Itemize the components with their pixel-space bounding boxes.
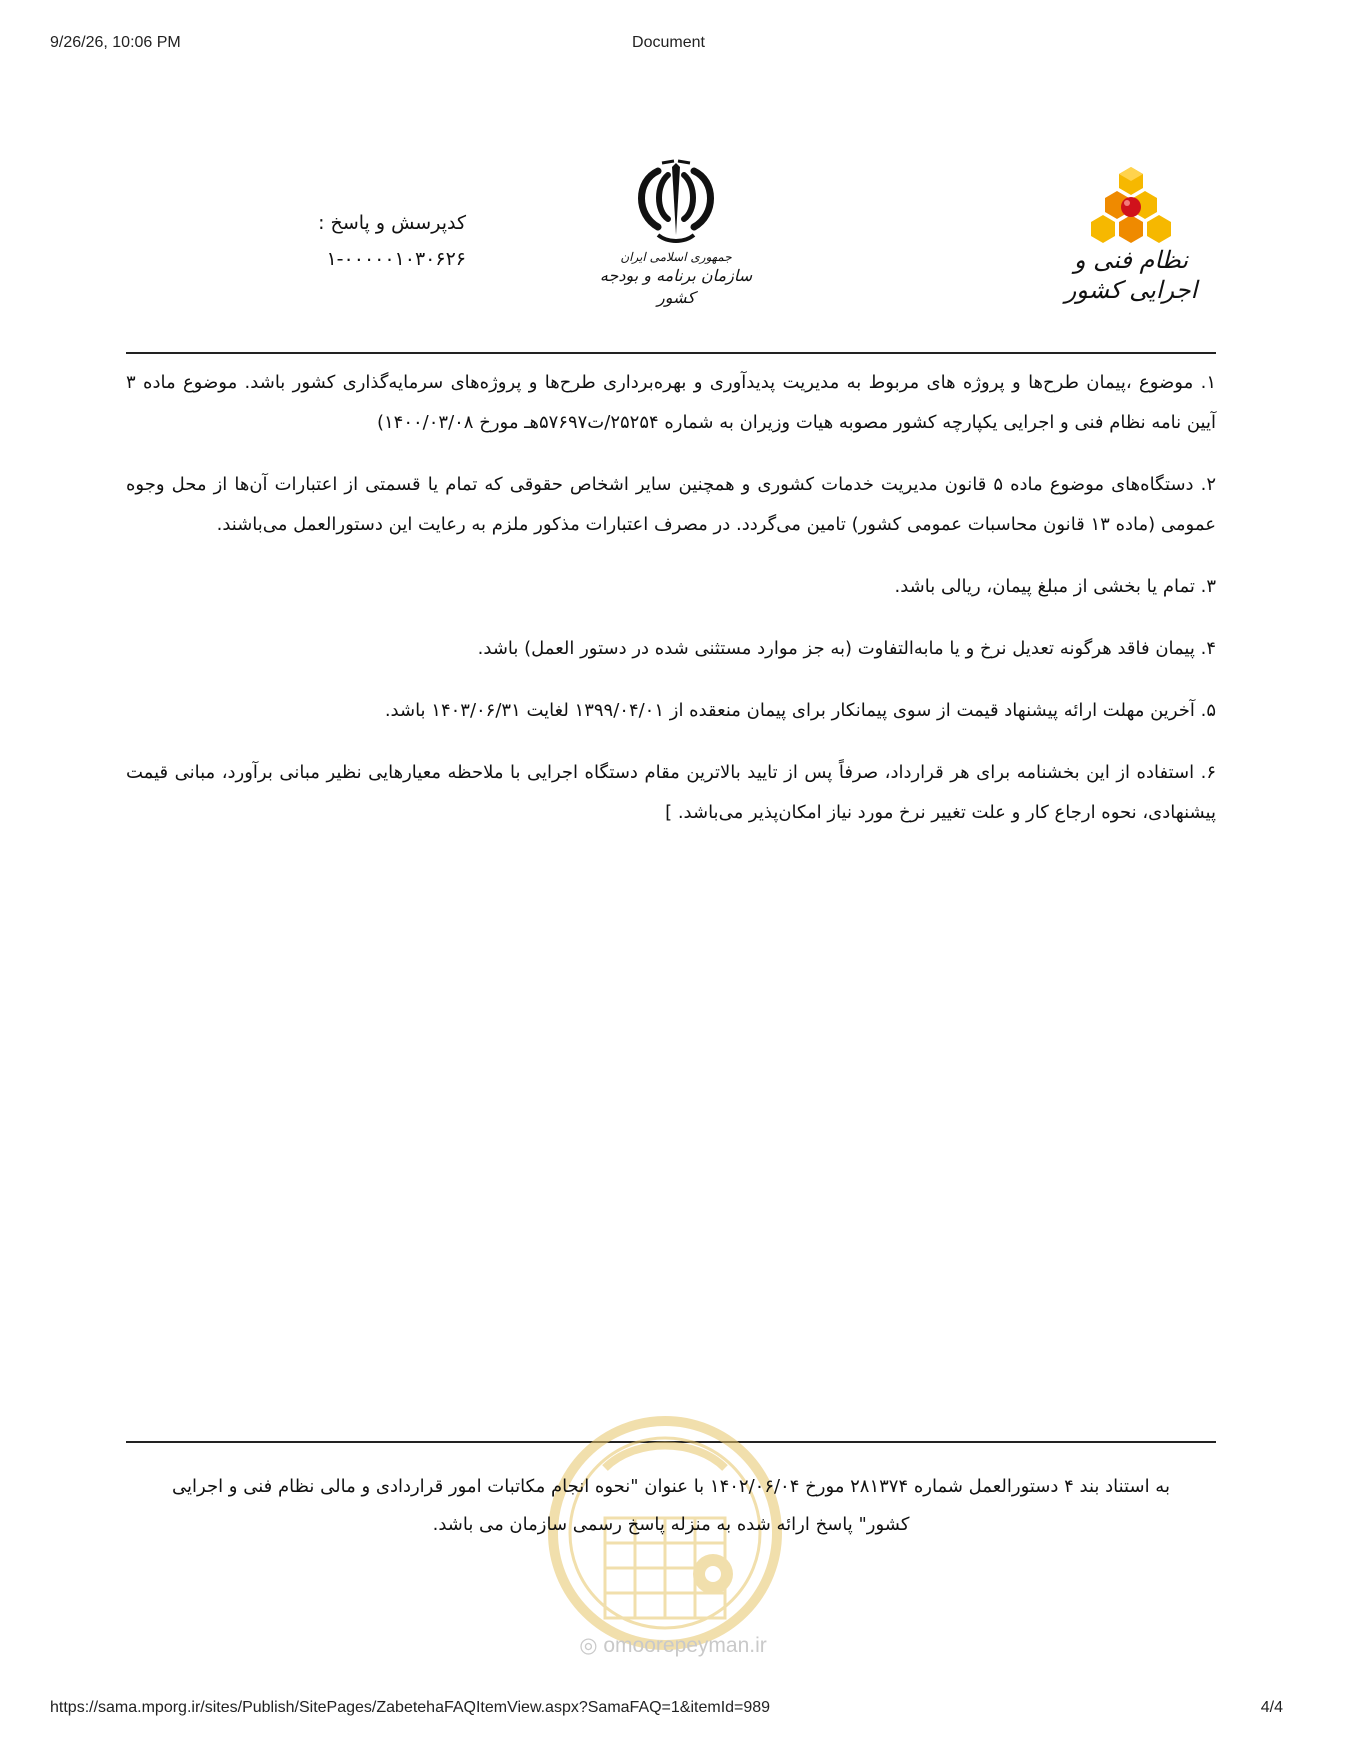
print-footer xyxy=(50,1699,1283,1721)
clause-5: ۵. آخرین مهلت ارائه پیشنهاد قیمت از سوی پیمانکار برای پیمان منعقده از ۱۳۹۹/۰۴/۰۱ لغایت ۱۴۰۳/۰۶/۳۱ باشد. xyxy=(384,700,1216,721)
inquiry-code-block xyxy=(266,205,466,277)
inquiry-code-label: کدپرسش و پاسخ : xyxy=(318,212,466,234)
closing-statement xyxy=(126,1468,1216,1544)
print-header xyxy=(50,34,1287,56)
closing-line-2: کشور" پاسخ ارائه شده به منزله پاسخ رسمی سازمان می باشد. xyxy=(432,1514,910,1535)
watermark-url-text: omoorepeyman.ir xyxy=(603,1634,767,1657)
inquiry-code-value: ۱-۰۰۰۰۰۱۰۳۰۶۲۶ xyxy=(326,248,466,270)
watermark-url xyxy=(563,1633,783,1658)
clause-6: ۶. استفاده از این بخشنامه برای هر قرارداد، صرفاً پس از تایید بالاترین مقام دستگاه اجرایی با ملاحظه معیارهایی نظیر مبانی برآورد، مبانی قیمت پیشنهادی، نحوه ارجاع کار و علت تغییر نرخ مورد نیاز امکان‌پذیر می‌باشد. ] xyxy=(126,762,1216,823)
print-document-title: Document xyxy=(632,34,705,51)
plan-budget-emblem xyxy=(596,155,756,315)
document-body xyxy=(126,363,1216,855)
print-datetime: 9/26/26, 10:06 PM xyxy=(50,34,181,51)
nezam-cube-logo-icon xyxy=(1081,165,1181,243)
page-url[interactable]: https://sama.mporg.ir/sites/Publish/SitePages/ZabetehaFAQItemView.aspx?SamaFAQ=1&itemId=989 xyxy=(50,1699,771,1716)
iran-emblem-icon xyxy=(628,155,724,247)
clause-1: ۱. موضوع ،پیمان طرح‌ها و پروژه های مربوط به مدیریت پدیدآوری و بهره‌برداری طرح‌ها و پروژه‌های سرمایه‌گذاری کشور باشد. موضوع ماده ۳ آیین نامه نظام فنی و اجرایی یکپارچه کشور مصوبه هیات وزیران به شماره ۲۵۲۵۴/ت۵۷۶۹۷هـ مورخ ۱۴۰۰/۰۳/۰۸) xyxy=(126,372,1216,433)
clause-2: ۲. دستگاه‌های موضوع ماده ۵ قانون مدیریت خدمات کشوری و همچنین سایر اشخاص حقوقی که تمام یا قسمتی از اعتبارات آن‌ها از محل وجوه عمومی (ماده ۱۳ قانون محاسبات عمومی کشور) تامین می‌گردد. در مصرف اعتبارات مذکور ملزم به رعایت این دستورالعمل می‌باشند. xyxy=(126,474,1216,535)
nezam-fanni-logo xyxy=(1056,165,1206,305)
header-divider xyxy=(126,352,1216,354)
clause-4: ۴. پیمان فاقد هرگونه تعدیل نرخ و یا مابه‌التفاوت (به جز موارد مستثنی شده در دستور العمل) باشد. xyxy=(477,638,1216,659)
page-number: 4/4 xyxy=(1260,1699,1283,1716)
nezam-logo-text: نظام فنی و اجرایی کشور xyxy=(1064,246,1198,304)
closing-line-1: به استناد بند ۴ دستورالعمل شماره ۲۸۱۳۷۴ مورخ ۱۴۰۲/۰۶/۰۴ با عنوان "نحوه انجام مکاتبات امور قراردادی و مالی نظام فنی و اجرایی xyxy=(172,1476,1170,1497)
letterhead xyxy=(126,155,1216,315)
emblem-caption-organization: سازمان برنامه و بودجه کشور xyxy=(599,266,753,307)
emblem-caption-country: جمهوری اسلامی ایران xyxy=(620,250,732,264)
clause-3: ۳. تمام یا بخشی از مبلغ پیمان، ریالی باشد. xyxy=(894,576,1216,597)
watermark-globe-icon: ◎ xyxy=(579,1634,598,1657)
